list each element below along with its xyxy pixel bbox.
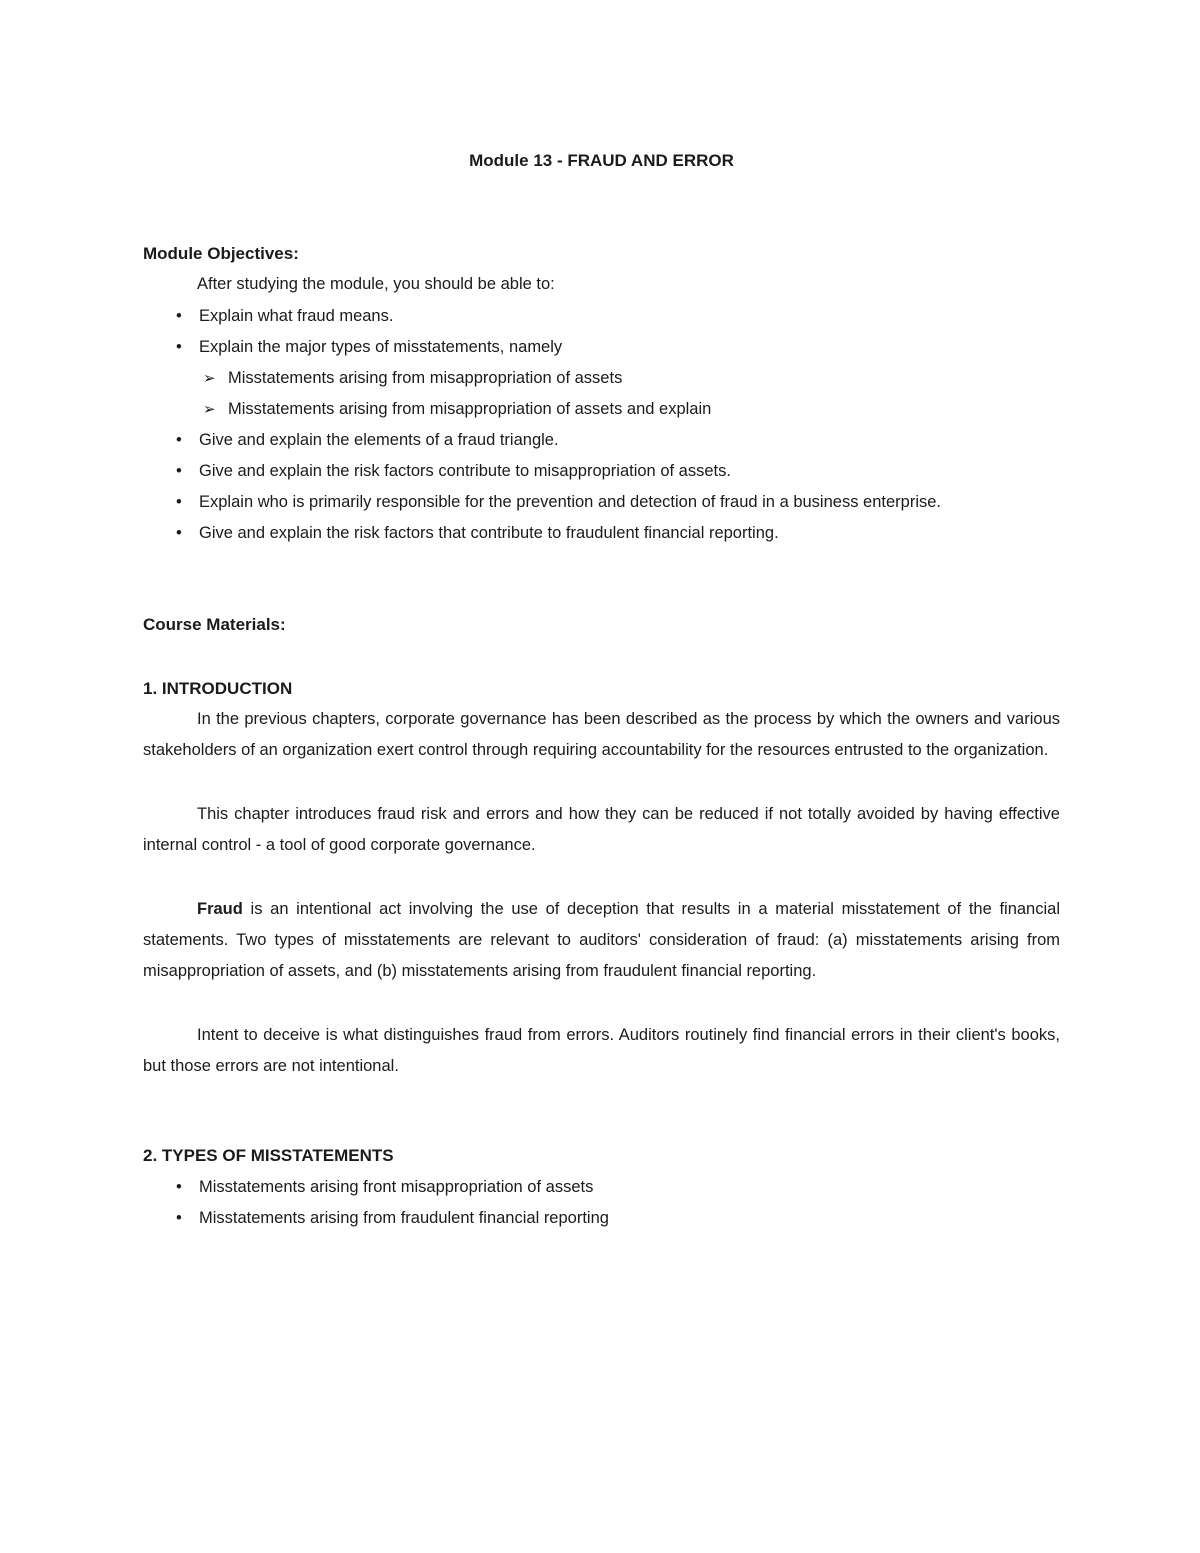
bullet-icon: • — [176, 462, 182, 480]
list-item — [143, 518, 1060, 549]
list-item-text: Misstatements arising from fraudulent financial reporting — [199, 1209, 609, 1227]
paragraph-text: is an intentional act involving the use of deception that results in a material misstatement of the financial statements. Two types of misstatements are relevant to auditors' consideration of fraud: (a) misstatements arising from misappropriation of assets, and (b) misstatements arising from fraudulent financial reporting. — [143, 900, 1060, 980]
list-item-text: Explain what fraud means. — [199, 307, 394, 325]
list-item — [143, 1172, 1060, 1203]
bullet-icon: • — [176, 493, 182, 511]
page-title: Module 13 - FRAUD AND ERROR — [469, 151, 734, 170]
list-item-text: Explain who is primarily responsible for the prevention and detection of fraud in a business enterprise. — [199, 493, 941, 511]
course-materials-heading: Course Materials: — [143, 615, 286, 634]
list-item-text: Give and explain the risk factors contribute to misappropriation of assets. — [199, 462, 731, 480]
introduction-heading: 1. INTRODUCTION — [143, 679, 293, 698]
list-item — [143, 301, 1060, 332]
list-item-text: Give and explain the elements of a fraud triangle. — [199, 431, 559, 449]
introduction-paragraph: Intent to deceive is what distinguishes fraud from errors. Auditors routinely find financial errors in their client's books, but those errors are not intentional. — [143, 1026, 1060, 1075]
types-list — [143, 1172, 1060, 1234]
introduction-paragraph — [143, 894, 1060, 987]
bullet-icon: • — [176, 338, 182, 356]
objectives-intro: After studying the module, you should be able to: — [197, 275, 555, 293]
arrow-bullet-icon: ➢ — [203, 370, 216, 387]
bullet-icon: • — [176, 431, 182, 449]
list-item-text: Misstatements arising from misappropriation of assets — [228, 369, 623, 387]
introduction-paragraph: In the previous chapters, corporate governance has been described as the process by which the owners and various stakeholders of an organization exert control through requiring accountability for the resources entrusted to the organization. — [143, 710, 1060, 759]
list-item-text: Explain the major types of misstatements, namely — [199, 338, 563, 356]
bullet-icon: • — [176, 524, 182, 542]
list-item-text: Misstatements arising front misappropriation of assets — [199, 1178, 594, 1196]
bullet-icon: • — [176, 1178, 182, 1196]
list-item — [143, 425, 1060, 456]
introduction-paragraph: This chapter introduces fraud risk and errors and how they can be reduced if not totally avoided by having effective internal control - a tool of good corporate governance. — [143, 805, 1060, 854]
objectives-section — [143, 238, 1060, 549]
bullet-icon: • — [176, 307, 182, 325]
list-item — [143, 1203, 1060, 1234]
objectives-list — [143, 301, 1060, 549]
objectives-heading: Module Objectives: — [143, 244, 299, 263]
arrow-bullet-icon: ➢ — [203, 401, 216, 418]
types-heading: 2. TYPES OF MISSTATEMENTS — [143, 1146, 394, 1165]
list-item-text: Misstatements arising from misappropriation of assets and explain — [228, 400, 712, 418]
list-item — [143, 332, 1060, 363]
introduction-section — [143, 673, 1060, 1082]
bullet-icon: • — [176, 1209, 182, 1227]
list-item-text: Give and explain the risk factors that contribute to fraudulent financial reporting. — [199, 524, 779, 542]
types-of-misstatements-section — [143, 1140, 1060, 1234]
list-item — [143, 394, 1060, 425]
list-item — [143, 363, 1060, 394]
fraud-term-bold: Fraud — [197, 900, 243, 918]
list-item — [143, 487, 1060, 518]
list-item — [143, 456, 1060, 487]
